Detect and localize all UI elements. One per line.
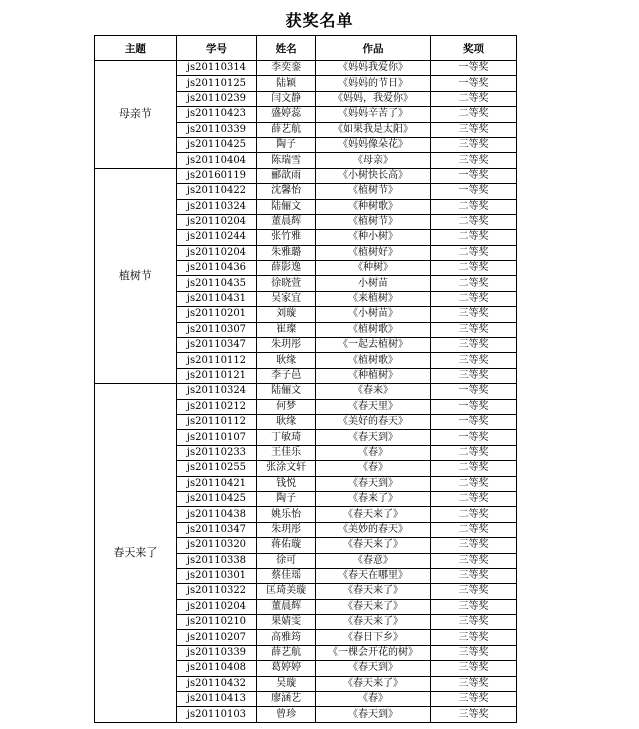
award-cell: 一等奖 <box>431 430 517 445</box>
award-cell: 三等奖 <box>431 338 517 353</box>
student-name-cell: 耿缘 <box>257 353 316 368</box>
work-title-cell: 《春天来了》 <box>315 538 430 553</box>
header-theme: 主题 <box>95 36 177 61</box>
award-cell: 三等奖 <box>431 645 517 660</box>
work-title-cell: 《植树节》 <box>315 214 430 229</box>
work-title-cell: 《春来》 <box>315 384 430 399</box>
work-title-cell: 《春来了》 <box>315 491 430 506</box>
student-id-cell: js20110107 <box>176 430 257 445</box>
student-id-cell: js20110204 <box>176 245 257 260</box>
student-name-cell: 薛艺航 <box>257 645 316 660</box>
work-title-cell: 《母亲》 <box>315 153 430 168</box>
work-title-cell: 《美好的春天》 <box>315 414 430 429</box>
award-cell: 二等奖 <box>431 461 517 476</box>
student-name-cell: 董晨辉 <box>257 214 316 229</box>
work-title-cell: 《一棵会开花的树》 <box>315 645 430 660</box>
student-id-cell: js20110404 <box>176 153 257 168</box>
work-title-cell: 《美妙的春天》 <box>315 522 430 537</box>
work-title-cell: 《妈妈我爱你》 <box>315 61 430 76</box>
work-title-cell: 《小树快长高》 <box>315 168 430 183</box>
student-id-cell: js20110121 <box>176 368 257 383</box>
work-title-cell: 《植树好》 <box>315 245 430 260</box>
student-name-cell: 朱玥彤 <box>257 338 316 353</box>
student-name-cell: 蔡佳瑶 <box>257 568 316 583</box>
student-id-cell: js20110435 <box>176 276 257 291</box>
student-name-cell: 曾珍 <box>257 707 316 722</box>
student-id-cell: js20110421 <box>176 476 257 491</box>
work-title-cell: 《春天来了》 <box>315 676 430 691</box>
award-cell: 一等奖 <box>431 384 517 399</box>
student-name-cell: 张涂文轩 <box>257 461 316 476</box>
student-name-cell: 张竹雅 <box>257 230 316 245</box>
student-id-cell: js20110432 <box>176 676 257 691</box>
work-title-cell: 《春意》 <box>315 553 430 568</box>
student-name-cell: 董晨辉 <box>257 599 316 614</box>
student-id-cell: js20110425 <box>176 491 257 506</box>
page-title: 获奖名单 <box>285 11 354 30</box>
student-id-cell: js20110338 <box>176 553 257 568</box>
award-cell: 二等奖 <box>431 230 517 245</box>
student-id-cell: js20110204 <box>176 214 257 229</box>
student-id-cell: js20110112 <box>176 353 257 368</box>
student-name-cell: 薛影逸 <box>257 261 316 276</box>
work-title-cell: 《春天到》 <box>315 661 430 676</box>
student-id-cell: js20110322 <box>176 584 257 599</box>
work-title-cell: 《种小树》 <box>315 230 430 245</box>
student-name-cell: 徐晓萱 <box>257 276 316 291</box>
award-cell: 三等奖 <box>431 553 517 568</box>
award-cell: 一等奖 <box>431 399 517 414</box>
award-cell: 二等奖 <box>431 261 517 276</box>
award-cell: 三等奖 <box>431 661 517 676</box>
work-title-cell: 《一起去植树》 <box>315 338 430 353</box>
award-cell: 二等奖 <box>431 507 517 522</box>
work-title-cell: 《种树》 <box>315 261 430 276</box>
student-name-cell: 高雅筠 <box>257 630 316 645</box>
student-id-cell: js20110233 <box>176 445 257 460</box>
student-name-cell: 陆俪文 <box>257 199 316 214</box>
student-id-cell: js20110244 <box>176 230 257 245</box>
work-title-cell: 《春天里》 <box>315 399 430 414</box>
student-name-cell: 沈馨怡 <box>257 184 316 199</box>
award-cell: 一等奖 <box>431 76 517 91</box>
student-id-cell: js20110438 <box>176 507 257 522</box>
student-name-cell: 李子邑 <box>257 368 316 383</box>
student-name-cell: 朱玥彤 <box>257 522 316 537</box>
award-cell: 三等奖 <box>431 137 517 152</box>
student-name-cell: 朱雅璐 <box>257 245 316 260</box>
work-title-cell: 《妈妈像朵花》 <box>315 137 430 152</box>
work-title-cell: 《种植树》 <box>315 368 430 383</box>
award-cell: 二等奖 <box>431 522 517 537</box>
award-cell: 二等奖 <box>431 245 517 260</box>
student-name-cell: 王佳乐 <box>257 445 316 460</box>
work-title-cell: 《妈妈，我爱你》 <box>315 91 430 106</box>
award-cell: 二等奖 <box>431 476 517 491</box>
student-id-cell: js20110436 <box>176 261 257 276</box>
student-name-cell: 李奕銮 <box>257 61 316 76</box>
header-award: 奖项 <box>431 36 517 61</box>
work-title-cell: 《小树苗》 <box>315 307 430 322</box>
award-cell: 三等奖 <box>431 707 517 722</box>
student-id-cell: js20110339 <box>176 645 257 660</box>
student-name-cell: 何梦 <box>257 399 316 414</box>
work-title-cell: 《妈妈的节日》 <box>315 76 430 91</box>
student-id-cell: js20110408 <box>176 661 257 676</box>
student-name-cell: 廖涵艺 <box>257 692 316 707</box>
student-id-cell: js20110103 <box>176 707 257 722</box>
awards-body <box>95 61 517 723</box>
student-id-cell: js20110413 <box>176 692 257 707</box>
student-id-cell: js20110112 <box>176 414 257 429</box>
student-id-cell: js20110239 <box>176 91 257 106</box>
student-id-cell: js20110307 <box>176 322 257 337</box>
student-id-cell: js20110201 <box>176 307 257 322</box>
work-title-cell: 《春天来了》 <box>315 599 430 614</box>
work-title-cell: 《春天到》 <box>315 707 430 722</box>
student-id-cell: js20110423 <box>176 107 257 122</box>
work-title-cell: 小树苗 <box>315 276 430 291</box>
student-id-cell: js20110210 <box>176 615 257 630</box>
award-cell: 二等奖 <box>431 214 517 229</box>
student-id-cell: js20110207 <box>176 630 257 645</box>
award-cell: 三等奖 <box>431 630 517 645</box>
award-cell: 三等奖 <box>431 322 517 337</box>
award-cell: 三等奖 <box>431 676 517 691</box>
award-cell: 三等奖 <box>431 368 517 383</box>
work-title-cell: 《种树歌》 <box>315 199 430 214</box>
student-name-cell: 陆颖 <box>257 76 316 91</box>
student-name-cell: 匡琦美璇 <box>257 584 316 599</box>
award-cell: 二等奖 <box>431 91 517 106</box>
award-cell: 三等奖 <box>431 538 517 553</box>
work-title-cell: 《春》 <box>315 461 430 476</box>
award-cell: 一等奖 <box>431 184 517 199</box>
work-title-cell: 《植树歌》 <box>315 322 430 337</box>
student-name-cell: 盛婷蕊 <box>257 107 316 122</box>
award-cell: 三等奖 <box>431 122 517 137</box>
student-id-cell: js20110212 <box>176 399 257 414</box>
student-name-cell: 郦歆雨 <box>257 168 316 183</box>
student-name-cell: 陆俪文 <box>257 384 316 399</box>
student-name-cell: 薛艺航 <box>257 122 316 137</box>
award-cell: 三等奖 <box>431 584 517 599</box>
student-name-cell: 陶子 <box>257 491 316 506</box>
table-row <box>95 168 517 183</box>
award-cell: 一等奖 <box>431 168 517 183</box>
student-id-cell: js20160119 <box>176 168 257 183</box>
award-cell: 一等奖 <box>431 414 517 429</box>
student-name-cell: 葛婷婷 <box>257 661 316 676</box>
student-name-cell: 刘璇 <box>257 307 316 322</box>
award-cell: 一等奖 <box>431 61 517 76</box>
award-cell: 三等奖 <box>431 568 517 583</box>
student-id-cell: js20110425 <box>176 137 257 152</box>
work-title-cell: 《春天到》 <box>315 476 430 491</box>
student-id-cell: js20110347 <box>176 522 257 537</box>
award-cell: 三等奖 <box>431 599 517 614</box>
work-title-cell: 《春》 <box>315 445 430 460</box>
work-title-cell: 《春天来了》 <box>315 584 430 599</box>
header-row <box>95 36 517 61</box>
work-title-cell: 《春》 <box>315 692 430 707</box>
student-id-cell: js20110422 <box>176 184 257 199</box>
work-title-cell: 《春天到》 <box>315 430 430 445</box>
work-title-cell: 《妈妈辛苦了》 <box>315 107 430 122</box>
student-id-cell: js20110314 <box>176 61 257 76</box>
student-name-cell: 陈瑞雪 <box>257 153 316 168</box>
student-name-cell: 吴家宜 <box>257 291 316 306</box>
table-row <box>95 61 517 76</box>
award-cell: 二等奖 <box>431 445 517 460</box>
work-title-cell: 《来植树》 <box>315 291 430 306</box>
work-title-cell: 《春天来了》 <box>315 507 430 522</box>
student-id-cell: js20110339 <box>176 122 257 137</box>
award-cell: 三等奖 <box>431 615 517 630</box>
theme-cell: 春天来了 <box>95 384 177 723</box>
student-name-cell: 丁敏琦 <box>257 430 316 445</box>
award-cell: 三等奖 <box>431 307 517 322</box>
student-id-cell: js20110301 <box>176 568 257 583</box>
student-name-cell: 陶子 <box>257 137 316 152</box>
work-title-cell: 《植树歌》 <box>315 353 430 368</box>
award-cell: 三等奖 <box>431 353 517 368</box>
work-title-cell: 《春日下乡》 <box>315 630 430 645</box>
student-name-cell: 蒋佑璇 <box>257 538 316 553</box>
theme-cell: 植树节 <box>95 168 177 383</box>
work-title-cell: 《春天来了》 <box>315 615 430 630</box>
award-cell: 二等奖 <box>431 276 517 291</box>
work-title-cell: 《春天在哪里》 <box>315 568 430 583</box>
header-work: 作品 <box>315 36 430 61</box>
student-id-cell: js20110324 <box>176 199 257 214</box>
student-id-cell: js20110431 <box>176 291 257 306</box>
student-name-cell: 崔璨 <box>257 322 316 337</box>
work-title-cell: 《如果我是太阳》 <box>315 122 430 137</box>
award-cell: 二等奖 <box>431 291 517 306</box>
table-row <box>95 384 517 399</box>
student-name-cell: 钱悦 <box>257 476 316 491</box>
student-id-cell: js20110324 <box>176 384 257 399</box>
student-name-cell: 吴璇 <box>257 676 316 691</box>
award-cell: 三等奖 <box>431 692 517 707</box>
theme-cell: 母亲节 <box>95 61 177 169</box>
student-id-cell: js20110125 <box>176 76 257 91</box>
student-name-cell: 果婧雯 <box>257 615 316 630</box>
header-student-id: 学号 <box>176 36 257 61</box>
award-cell: 二等奖 <box>431 199 517 214</box>
work-title-cell: 《植树节》 <box>315 184 430 199</box>
header-name: 姓名 <box>257 36 316 61</box>
student-name-cell: 闫文静 <box>257 91 316 106</box>
student-id-cell: js20110320 <box>176 538 257 553</box>
award-cell: 二等奖 <box>431 107 517 122</box>
awards-table <box>94 35 517 723</box>
award-cell: 二等奖 <box>431 491 517 506</box>
student-id-cell: js20110347 <box>176 338 257 353</box>
student-name-cell: 徐可 <box>257 553 316 568</box>
student-id-cell: js20110255 <box>176 461 257 476</box>
award-cell: 三等奖 <box>431 153 517 168</box>
student-name-cell: 姚乐怡 <box>257 507 316 522</box>
student-name-cell: 耿缘 <box>257 414 316 429</box>
student-id-cell: js20110204 <box>176 599 257 614</box>
